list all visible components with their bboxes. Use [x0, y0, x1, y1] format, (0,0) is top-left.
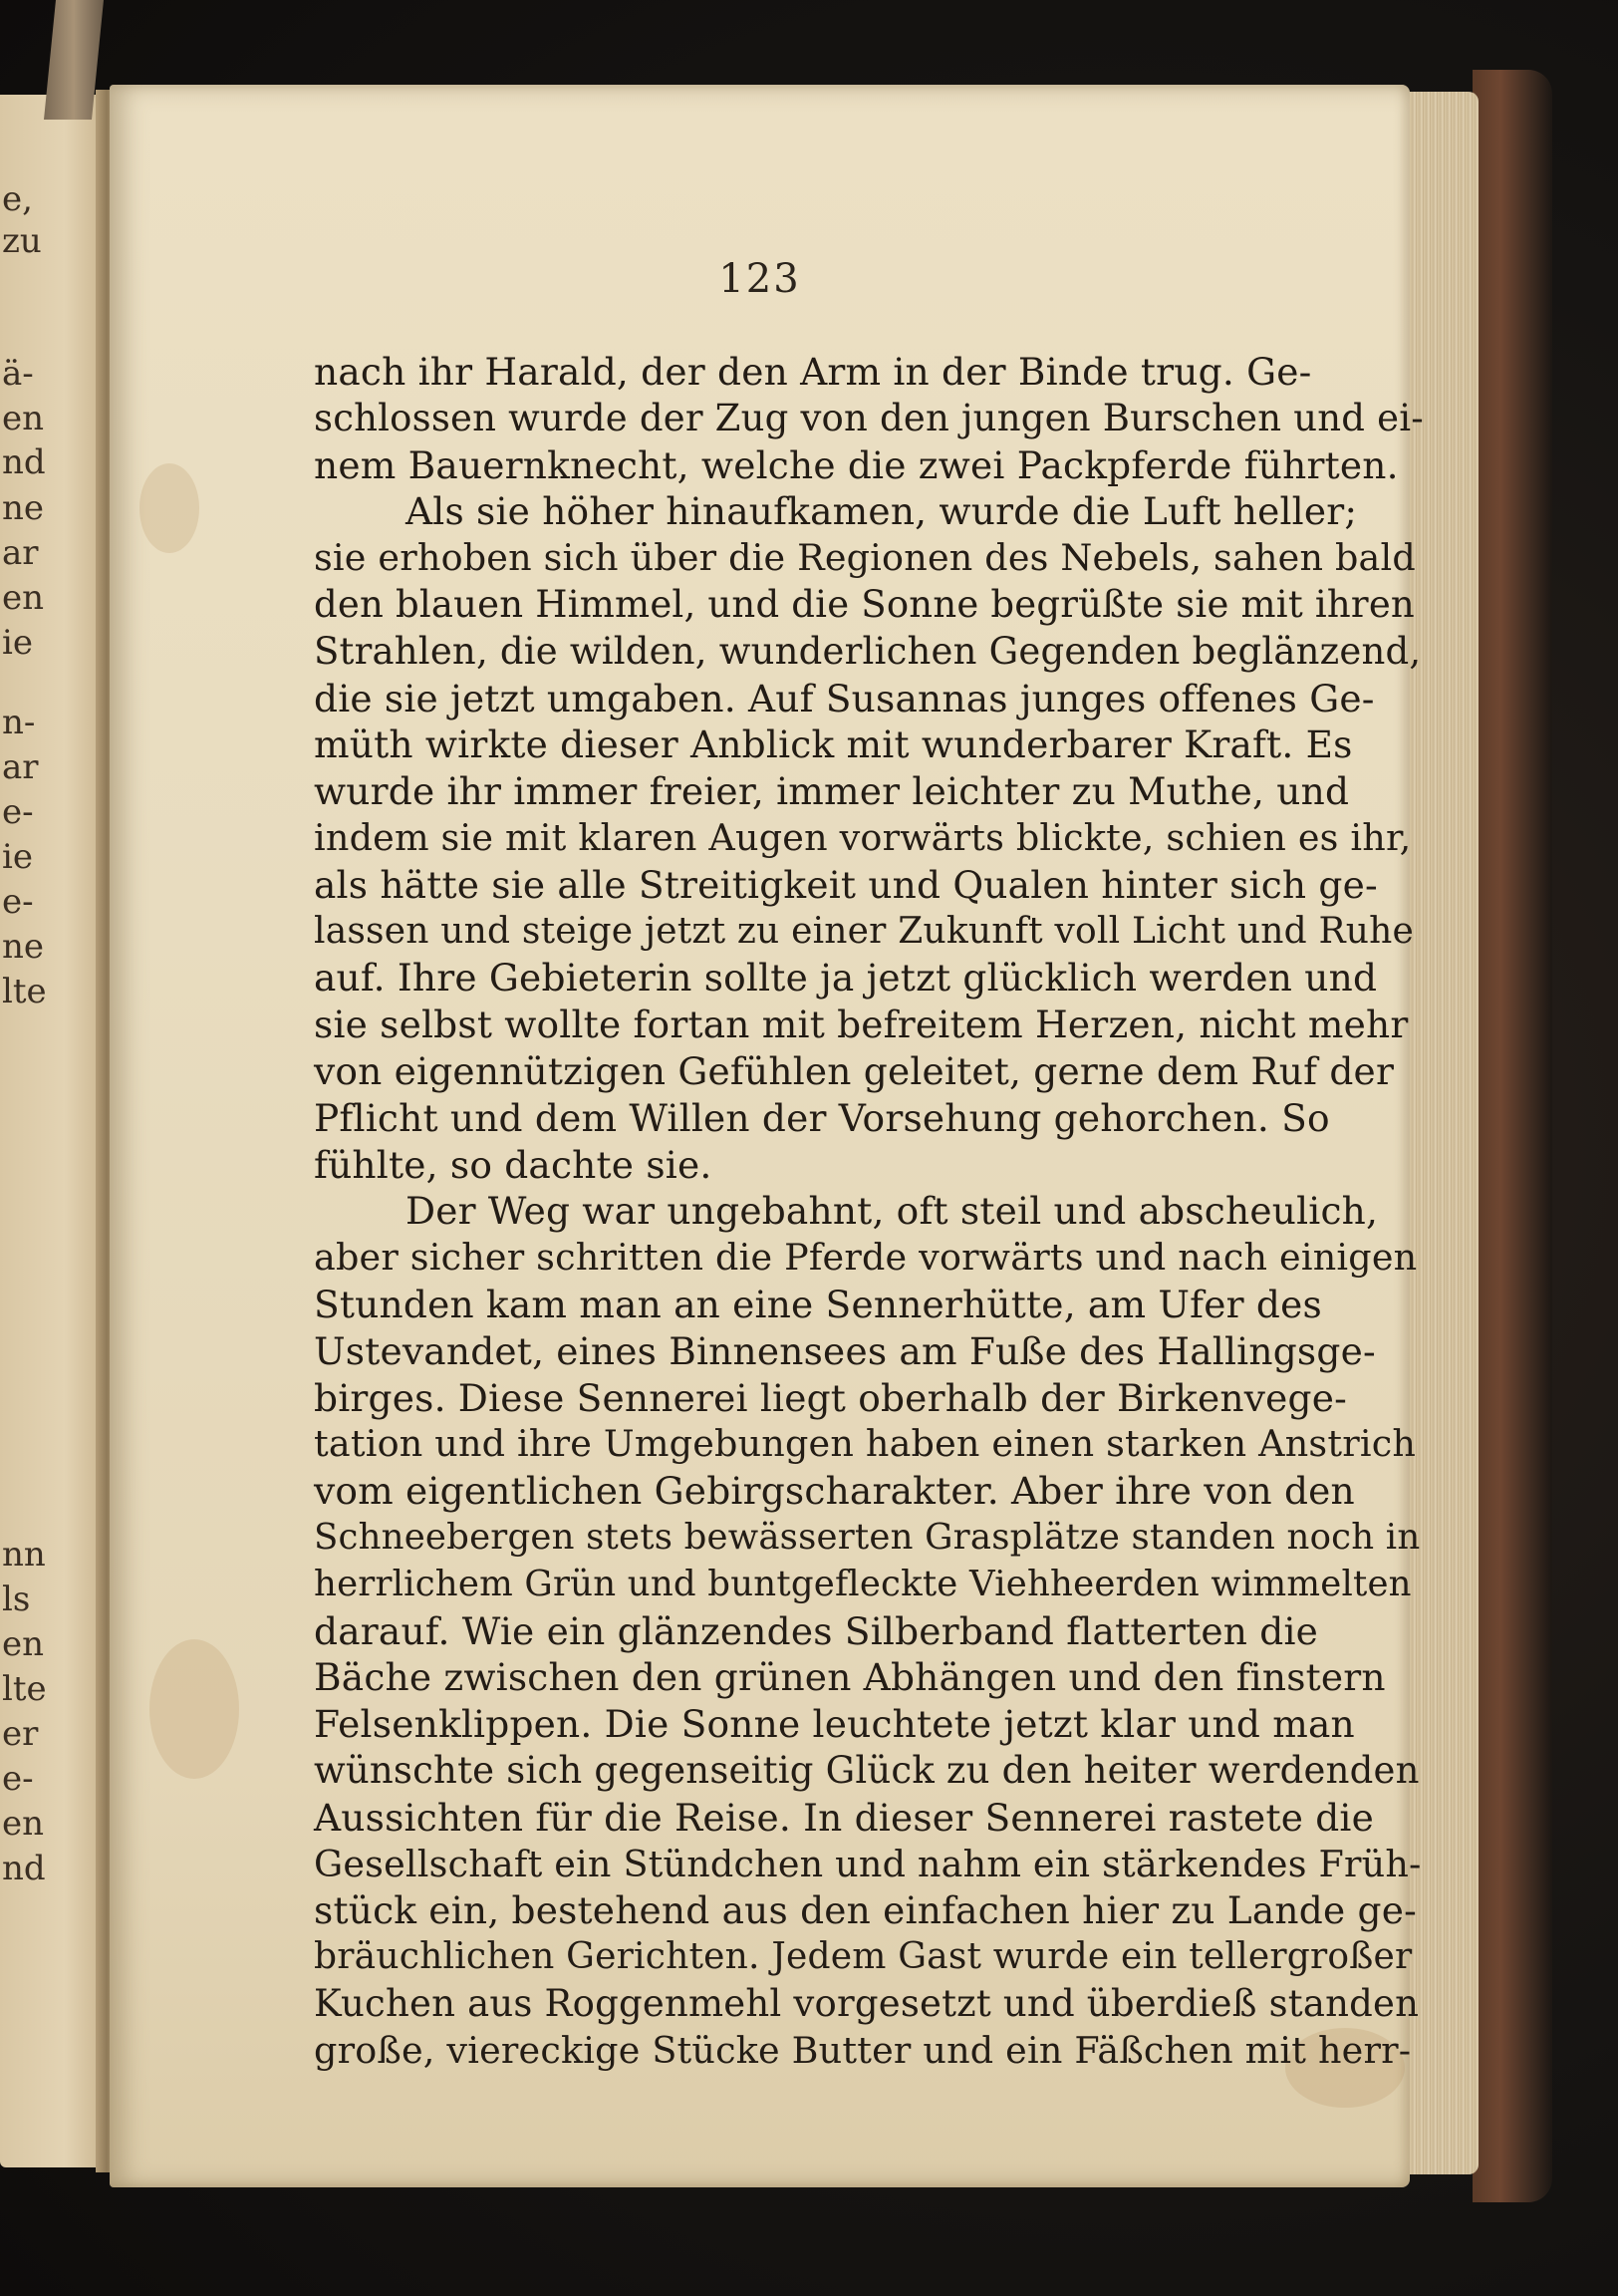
text-line: Schneebergen stets bewässerten Grasplätze standen noch in	[314, 1516, 1421, 1558]
text-line: die sie jetzt umgaben. Auf Susannas junges offenes Ge-	[314, 676, 1375, 720]
left-page-text-fragment: ar	[2, 533, 39, 573]
text-line: nach ihr Harald, der den Arm in der Binde trug. Ge-	[314, 350, 1312, 394]
left-page-text-fragment: en	[2, 1624, 45, 1664]
left-page-text-fragment: ie	[2, 837, 33, 877]
text-line: Aussichten für die Reise. In dieser Sennerei rastete die	[314, 1795, 1375, 1840]
text-line: schlossen wurde der Zug von den jungen Burschen und ei-	[314, 396, 1424, 439]
left-page-text-fragment: lte	[2, 1669, 47, 1709]
left-page-text-fragment: ä-	[2, 354, 34, 394]
text-line: sie selbst wollte fortan mit befreitem Herzen, nicht mehr	[314, 1003, 1409, 1047]
text-line: nem Bauernknecht, welche die zwei Packpferde führten.	[314, 442, 1399, 487]
left-page-text-fragment: ls	[2, 1579, 31, 1619]
left-page-text-fragment: nn	[2, 1535, 46, 1575]
text-line: darauf. Wie ein glänzendes Silberband flatterten die	[314, 1608, 1319, 1653]
left-page-text-fragment: en	[2, 578, 45, 618]
text-line: Gesellschaft ein Stündchen und nahm ein stärkendes Früh-	[314, 1842, 1422, 1885]
foxing-stain	[139, 463, 199, 553]
text-line: wünschte sich gegenseitig Glück zu den heiter werdenden	[314, 1748, 1420, 1792]
text-line: vom eigentlichen Gebirgscharakter. Aber ihre von den	[314, 1469, 1355, 1514]
text-line: bräuchlichen Gerichten. Jedem Gast wurde ein tellergroßer	[314, 1936, 1413, 1978]
left-page-text-fragment: zu	[2, 221, 42, 261]
text-line: Strahlen, die wilden, wunderlichen Gegenden beglänzend,	[314, 629, 1422, 673]
text-line: Der Weg war ungebahnt, oft steil und abscheulich,	[405, 1189, 1379, 1234]
text-line: Pflicht und dem Willen der Vorsehung gehorchen. So	[314, 1095, 1330, 1140]
text-line: als hätte sie alle Streitigkeit und Qualen hinter sich ge-	[314, 862, 1378, 907]
left-page-text-fragment: n-	[2, 703, 36, 742]
text-line: auf. Ihre Gebieterin sollte ja jetzt glücklich werden und	[314, 956, 1378, 1001]
left-page-text-fragment: ne	[2, 927, 45, 967]
left-page-text-fragment: e-	[2, 882, 34, 922]
text-line: Kuchen aus Roggenmehl vorgesetzt und überdieß standen	[314, 1981, 1420, 2025]
left-page-text-fragment: e-	[2, 792, 34, 832]
text-line: lassen und steige jetzt zu einer Zukunft voll Licht und Ruhe	[314, 910, 1415, 952]
left-page-text-fragment: er	[2, 1714, 39, 1754]
page-number: 123	[718, 256, 801, 302]
page-body-text	[314, 349, 1425, 2074]
text-line: Als sie höher hinaufkamen, wurde die Luft heller;	[405, 489, 1358, 534]
text-line: den blauen Himmel, und die Sonne begrüßte sie mit ihren	[314, 582, 1415, 626]
left-page-text-fragment: e-	[2, 1759, 34, 1799]
text-line: wurde ihr immer freier, immer leichter zu Muthe, und	[314, 769, 1350, 814]
left-page-text-fragment: ie	[2, 623, 33, 663]
text-line: sie erhoben sich über die Regionen des Nebels, sahen bald	[314, 536, 1416, 580]
text-line: Felsenklippen. Die Sonne leuchtete jetzt klar und man	[314, 1702, 1355, 1747]
book-cover-edge	[1473, 70, 1552, 2202]
left-page-text-fragment: en	[2, 399, 45, 438]
left-facing-page	[0, 95, 108, 2167]
text-line: große, viereckige Stücke Butter und ein Fäßchen mit herr-	[314, 2028, 1412, 2072]
left-page-text-fragment: ar	[2, 747, 39, 787]
left-page-text-fragment: nd	[2, 442, 46, 482]
text-line: indem sie mit klaren Augen vorwärts blickte, schien es ihr,	[314, 815, 1412, 859]
left-page-text-fragment: e,	[2, 179, 33, 219]
text-line: Bäche zwischen den grünen Abhängen und den finstern	[314, 1655, 1386, 1700]
text-line: tation und ihre Umgebungen haben einen starken Anstrich	[314, 1422, 1417, 1466]
text-line: Ustevandet, eines Binnensees am Fuße des Hallingsge-	[314, 1328, 1376, 1373]
text-line: müth wirkte dieser Anblick mit wunderbarer Kraft. Es	[314, 722, 1353, 767]
text-line: Stunden kam man an eine Sennerhütte, am Ufer des	[314, 1282, 1322, 1326]
text-line: stück ein, bestehend aus den einfachen hier zu Lande ge-	[314, 1888, 1417, 1933]
text-line: herrlichem Grün und buntgefleckte Viehheerden wimmelten	[314, 1563, 1412, 1604]
book-page	[110, 85, 1424, 2187]
text-line: von eigennützigen Gefühlen geleitet, gerne dem Ruf der	[314, 1048, 1395, 1093]
left-page-text-fragment: nd	[2, 1849, 46, 1888]
left-page-text-fragment: en	[2, 1804, 45, 1844]
text-line: aber sicher schritten die Pferde vorwärts und nach einigen	[314, 1236, 1418, 1280]
foxing-stain	[149, 1639, 239, 1779]
text-line: fühlte, so dachte sie.	[314, 1142, 712, 1187]
text-line: birges. Diese Sennerei liegt oberhalb der Birkenvege-	[314, 1375, 1347, 1420]
left-page-text-fragment: lte	[2, 972, 47, 1011]
left-page-text-fragment: ne	[2, 488, 45, 528]
